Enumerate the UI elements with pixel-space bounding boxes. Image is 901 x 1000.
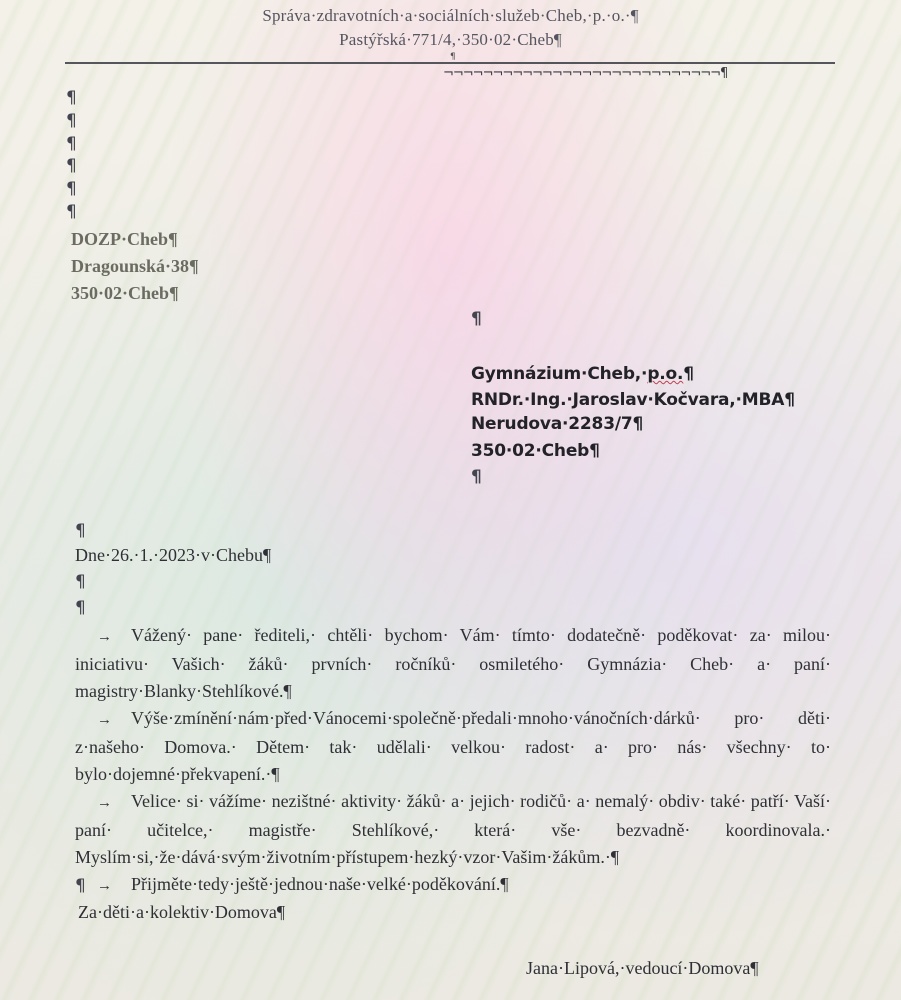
spellcheck-flagged-word: p.o. bbox=[647, 364, 684, 384]
empty-paragraph-mark: ¶ bbox=[66, 88, 77, 108]
recipient-institution bbox=[471, 364, 694, 384]
empty-paragraph-mark: ¶ bbox=[66, 134, 77, 154]
organization-name: Správa·zdravotních·a·sociálních·služeb·Cheb,·p.·o.·¶ bbox=[262, 6, 639, 25]
body-paragraph bbox=[75, 871, 831, 900]
organization-address: Pastýřská·771/4,·350·02·Cheb¶ bbox=[339, 30, 562, 49]
recipient-institution-name: Gymnázium·Cheb,· bbox=[471, 364, 648, 384]
body-paragraph bbox=[75, 788, 831, 871]
closing-line: Za·děti·a·kolektiv·Domova¶ bbox=[78, 902, 286, 922]
sender-name: DOZP·Cheb¶ bbox=[71, 229, 178, 249]
empty-paragraph-mark: ¶ bbox=[66, 179, 77, 199]
body-paragraph bbox=[75, 705, 831, 788]
tab-arrow-icon: → bbox=[97, 629, 112, 645]
header-tab-marks: ¬¬¬¬¬¬¬¬¬¬¬¬¬¬¬¬¬¬¬¬¬¬¬¬¬¬¬¬¶ bbox=[443, 66, 728, 81]
empty-paragraph-mark: ¶ bbox=[471, 309, 482, 329]
sender-street: Dragounská·38¶ bbox=[71, 256, 199, 276]
empty-paragraph-mark: ¶ bbox=[75, 521, 86, 541]
paragraph-text: Vážený· pane· řediteli,· chtěli· bychom· Vám· tímto· dodatečně· poděkovat· za· milou· iniciativu· Vašich· žáků· prvních· ročníků· osmiletého· Gymnázia· Cheb· a· paní· magistry·Blanky·Stehlíkové.¶ bbox=[75, 625, 831, 701]
signature-line: Jana·Lipová,·vedoucí·Domova¶ bbox=[526, 958, 759, 978]
sender-city: 350·02·Cheb¶ bbox=[71, 283, 179, 303]
paragraph-text: Velice· si· vážíme· nezištné· aktivity· žáků· a· jejich· rodičů· a· nemalý· obdiv· také· patří· Vaší· paní· učitelce,· magistře· Stehlíkové,· která· vše· bezvadně· koordinovala.· Myslím·si,·že·dává·svým·životním·přístupem·hezký·vzor·Vašim·žákům.·¶ bbox=[75, 791, 831, 867]
header-small-mark: ¶ bbox=[450, 52, 456, 62]
empty-paragraph-mark: ¶ bbox=[66, 156, 77, 176]
empty-paragraph-mark: ¶ bbox=[75, 572, 86, 592]
empty-paragraph-mark: ¶ bbox=[75, 876, 86, 896]
empty-paragraph-mark: ¶ bbox=[66, 111, 77, 131]
header-rule bbox=[65, 62, 835, 64]
date-line: Dne·26.·1.·2023·v·Chebu¶ bbox=[75, 545, 272, 565]
recipient-city: 350·02·Cheb¶ bbox=[471, 441, 600, 461]
empty-paragraph-mark: ¶ bbox=[471, 467, 482, 487]
paragraph-text: Výše·zmínění·nám·před·Vánocemi·společně·předali·mnoho·vánočních·dárků· pro· děti· z·našeho· Domova.· Dětem· tak· udělali· velkou· radost· a· pro· nás· všechny· to· bylo·dojemné·překvapení.·¶ bbox=[75, 708, 831, 784]
tab-arrow-icon: → bbox=[97, 712, 112, 728]
paragraph-mark: ¶ bbox=[683, 364, 694, 384]
tab-arrow-icon: → bbox=[97, 795, 112, 811]
paragraph-text: Přijměte·tedy·ještě·jednou·naše·velké·poděkování.¶ bbox=[131, 874, 509, 894]
recipient-person: RNDr.·Ing.·Jaroslav·Kočvara,·MBA¶ bbox=[471, 390, 795, 410]
recipient-street: Nerudova·2283/7¶ bbox=[471, 414, 644, 434]
empty-paragraph-mark: ¶ bbox=[66, 202, 77, 222]
letter-body bbox=[75, 622, 831, 900]
empty-paragraph-mark: ¶ bbox=[75, 598, 86, 618]
tab-arrow-icon: → bbox=[97, 878, 112, 894]
body-paragraph bbox=[75, 622, 831, 705]
